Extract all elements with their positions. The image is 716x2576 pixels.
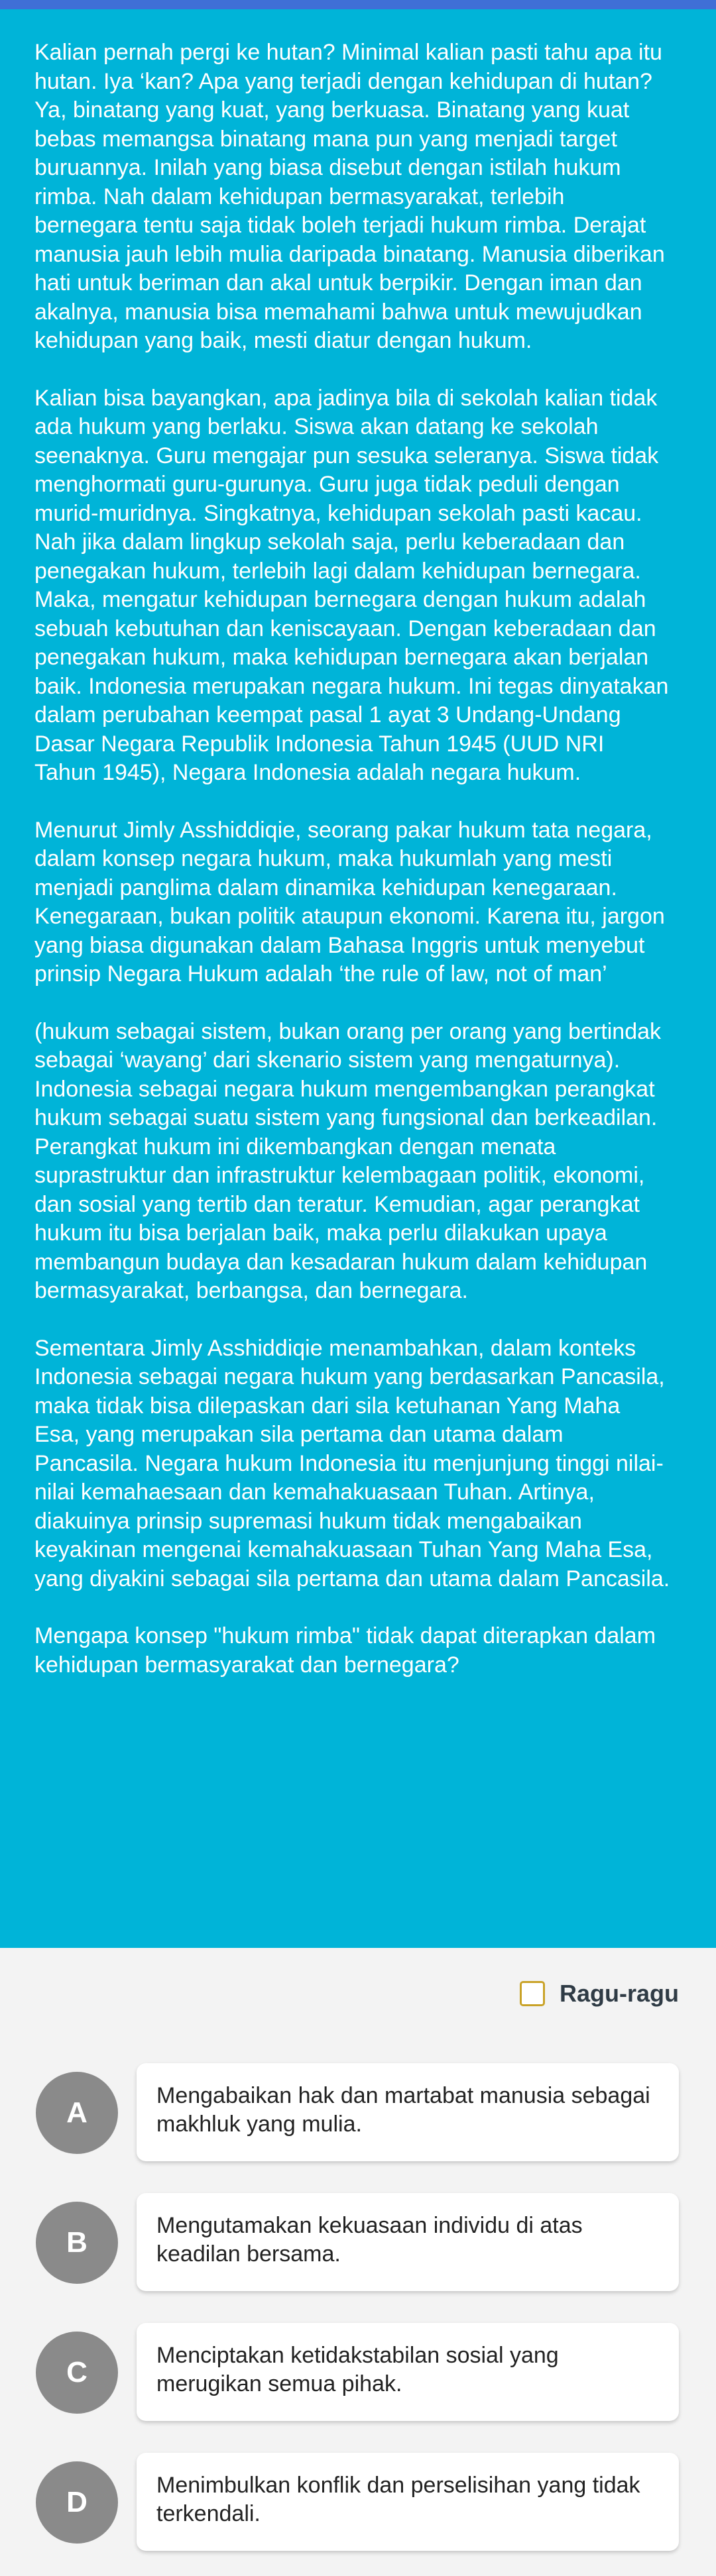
option-c-letter[interactable]: C (36, 2332, 118, 2414)
option-a-card[interactable]: Mengabaikan hak dan martabat manusia sebagai makhluk yang mulia. (137, 2063, 679, 2161)
question-panel (0, 9, 716, 1948)
question-paragraph-4: (hukum sebagai sistem, bukan orang per orang yang bertindak sebagai ‘wayang’ dari skenario sistem yang mengaturnya). Indonesia sebagai negara hukum mengembangkan perangkat hukum sebagai suatu sistem yang fungsional dan berkeadilan. Perangkat hukum ini dikembangkan dengan menata suprastruktur dan infrastruktur kelembagaan politik, ekonomi, dan sosial yang tertib dan teratur. Kemudian, agar perangkat hukum itu bisa berjalan baik, maka perlu dilakukan upaya membangun budaya dan kesadaran hukum dalam kehidupan bermasyarakat, berbangsa, dan bernegara. (34, 1018, 662, 1303)
question-prompt: Mengapa konsep "hukum rimba" tidak dapat diterapkan dalam kehidupan bermasyarakat dan bernegara? (34, 1623, 656, 1678)
doubt-toggle[interactable] (520, 1980, 679, 2008)
question-text (34, 38, 671, 1708)
question-paragraph-5: Sementara Jimly Asshiddiqie menambahkan, dalam konteks Indonesia sebagai negara hukum yang berdasarkan Pancasila, maka tidak bisa dilepaskan dari sila ketuhanan Yang Maha Esa, yang merupakan sila pertama dan utama dalam Pancasila. Negara hukum Indonesia itu menjunjung tinggi nilai-nilai kemahaesaan dan kemahakuasaan Tuhan. Artinya, diakuinya prinsip supremasi hukum tidak mengabaikan keyakinan mengenai kemahakuasaan Tuhan Yang Maha Esa, yang diyakini sebagai sila pertama dan utama dalam Pancasila. (34, 1335, 670, 1591)
question-paragraph-2: Kalian bisa bayangkan, apa jadinya bila di sekolah kalian tidak ada hukum yang berlaku. Siswa akan datang ke sekolah seenaknya. Guru mengajar pun sesuka seleranya. Siswa tidak menghormati guru-gurunya. Guru juga tidak peduli dengan murid-muridnya. Singkatnya, kehidupan sekolah pasti kacau. Nah jika dalam lingkup sekolah saja, perlu keberadaan dan penegakan hukum, terlebih lagi dalam kehidupan bernegara. Maka, mengatur kehidupan bernegara dengan hukum adalah sebuah kebutuhan dan keniscayaan. Dengan keberadaan dan penegakan hukum, maka kehidupan bernegara akan berjalan baik. Indonesia merupakan negara hukum. Ini tegas dinyatakan dalam perubahan keempat pasal 1 ayat 3 Undang-Undang Dasar Negara Republik Indonesia Tahun 1945 (UUD NRI Tahun 1945), Negara Indonesia adalah negara hukum. (34, 385, 669, 785)
question-paragraph-1: Kalian pernah pergi ke hutan? Minimal kalian pasti tahu apa itu hutan. Iya ‘kan? Apa yang terjadi dengan kehidupan di hutan? Ya, binatang yang kuat, yang berkuasa. Binatang yang kuat bebas memangsa binatang mana pun yang menjadi target buruannya. Inilah yang biasa disebut dengan istilah hukum rimba. Nah dalam kehidupan bermasyarakat, terlebih bernegara tentu saja tidak boleh terjadi hukum rimba. Derajat manusia jauh lebih mulia daripada binatang. Manusia diberikan hati untuk beriman dan akal untuk berpikir. Dengan iman dan akalnya, manusia bisa memahami bahwa untuk mewujudkan kehidupan yang baik, mesti diatur dengan hukum. (34, 40, 665, 353)
question-paragraph-3: Menurut Jimly Asshiddiqie, seorang pakar hukum tata negara, dalam konsep negara hukum, maka hukumlah yang mesti menjadi panglima dalam dinamika kehidupan kenegaraan. Kenegaraan, bukan politik ataupun ekonomi. Karena itu, jargon yang biasa digunakan dalam Bahasa Inggris untuk menyebut prinsip Negara Hukum adalah ‘the rule of law, not of man’ (34, 817, 665, 987)
top-accent-bar (0, 0, 716, 9)
option-d-card[interactable]: Menimbulkan konflik dan perselisihan yang tidak terkendali. (137, 2453, 679, 2551)
option-c[interactable] (36, 2323, 679, 2422)
doubt-label: Ragu-ragu (560, 1980, 679, 2007)
option-d-letter[interactable]: D (36, 2461, 118, 2544)
option-d[interactable] (36, 2453, 679, 2552)
option-b[interactable] (36, 2193, 679, 2292)
option-b-letter[interactable]: B (36, 2202, 118, 2284)
option-b-card[interactable]: Mengutamakan kekuasaan individu di atas keadilan bersama. (137, 2193, 679, 2291)
doubt-checkbox[interactable] (520, 1981, 545, 2006)
option-a-letter[interactable]: A (36, 2072, 118, 2154)
option-a[interactable] (36, 2063, 679, 2163)
option-c-card[interactable]: Menciptakan ketidakstabilan sosial yang merugikan semua pihak. (137, 2323, 679, 2421)
